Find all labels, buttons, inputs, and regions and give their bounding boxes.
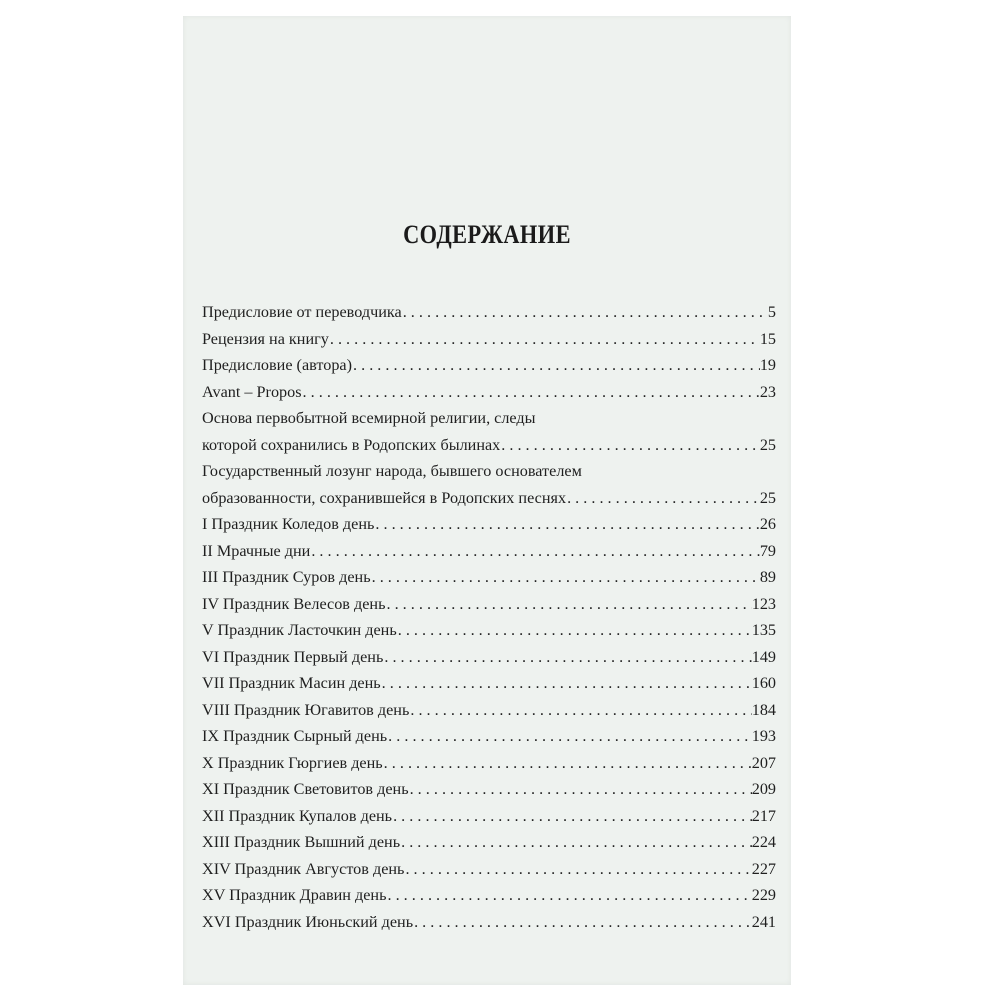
toc-entry-page: 123 — [751, 594, 776, 613]
toc-entry — [202, 379, 776, 406]
toc-entry-label: XV Праздник Дравин день — [202, 886, 387, 904]
toc-entry-page: 23 — [759, 382, 776, 401]
dot-leader — [330, 326, 760, 353]
dot-leader — [403, 299, 768, 326]
toc-entry — [202, 697, 776, 724]
toc-entry-page: 19 — [759, 356, 776, 374]
toc-entry — [202, 750, 776, 777]
toc-entry-label-line1: Основа первобытной всемирной религии, следы — [202, 409, 536, 427]
toc-entry — [202, 723, 776, 750]
toc-entry-page: 135 — [751, 621, 776, 639]
toc-entry — [202, 458, 776, 511]
dot-leader — [303, 379, 760, 406]
toc-entry — [202, 352, 776, 379]
dot-leader — [501, 432, 760, 459]
dot-leader — [386, 591, 751, 618]
toc-entry-page: 241 — [751, 912, 776, 931]
toc-entry-label: III Праздник Суров день — [202, 568, 371, 586]
dot-leader — [393, 803, 752, 830]
toc-entry-label: которой сохранились в Родопских былинах — [202, 435, 501, 454]
dot-leader — [405, 856, 751, 883]
dot-leader — [398, 617, 752, 644]
dot-leader — [384, 644, 751, 671]
dot-leader — [311, 538, 759, 565]
toc-entry-page: 224 — [751, 833, 776, 851]
toc-entry-label: Avant – Propos — [202, 382, 302, 401]
dot-leader — [410, 697, 751, 724]
toc-entry — [202, 617, 776, 644]
toc-entry-label: VII Праздник Масин день — [202, 674, 381, 692]
toc-entry — [202, 882, 776, 909]
toc-entry-label: I Праздник Коледов день — [202, 515, 375, 533]
toc-entry-label: Рецензия на книгу — [202, 329, 329, 348]
toc-entry-label: XVI Праздник Июньский день — [202, 912, 414, 931]
dot-leader — [384, 750, 752, 777]
toc-entry-page: 217 — [751, 806, 776, 825]
page-title: СОДЕРЖАНИЕ — [403, 220, 571, 249]
dot-leader — [375, 511, 759, 538]
toc-entry — [202, 299, 776, 326]
toc-entry — [202, 538, 776, 565]
dot-leader — [414, 909, 752, 936]
toc-entry-label: II Мрачные дни — [202, 541, 311, 560]
toc-entry-label: VIII Праздник Югавитов день — [202, 700, 410, 719]
toc-entry-label: V Праздник Ласточкин день — [202, 621, 397, 639]
toc-entry-label: X Праздник Гюргиев день — [202, 753, 383, 772]
dot-leader — [382, 670, 752, 697]
toc-entry — [202, 829, 776, 856]
toc-entry — [202, 776, 776, 803]
dot-leader — [372, 564, 760, 591]
toc-entry-page: 209 — [751, 780, 776, 798]
dot-leader — [388, 723, 752, 750]
dot-leader — [387, 882, 751, 909]
toc-entry-page: 149 — [751, 647, 776, 666]
toc-entry-page: 79 — [759, 541, 776, 560]
toc-entry-page: 5 — [767, 303, 776, 321]
toc-entry-page: 26 — [759, 515, 776, 533]
dot-leader — [410, 776, 752, 803]
dot-leader — [401, 829, 752, 856]
toc-entry-label: XI Праздник Световитов день — [202, 780, 409, 798]
toc-entry-page: 89 — [759, 568, 776, 586]
toc-entry — [202, 591, 776, 618]
toc-entry-page: 193 — [751, 727, 776, 745]
toc-entry-page: 15 — [759, 329, 776, 348]
toc-entry-label: Предисловие (автора) — [202, 356, 352, 374]
toc-entry-label: IX Праздник Сырный день — [202, 727, 388, 745]
toc-entry-label: XIII Праздник Вышний день — [202, 833, 401, 851]
toc-entry-page: 160 — [751, 674, 776, 692]
toc-entry-label: образованности, сохранившейся в Родопских песнях — [202, 488, 567, 507]
toc-entry-page: 227 — [751, 859, 776, 878]
dot-leader — [567, 485, 760, 512]
toc-entry-page: 207 — [751, 753, 776, 772]
toc-entry — [202, 564, 776, 591]
toc-entry-page: 184 — [751, 700, 776, 719]
toc-entry — [202, 326, 776, 353]
toc-entry — [202, 803, 776, 830]
toc-entry — [202, 856, 776, 883]
toc-entry — [202, 670, 776, 697]
book-page — [183, 16, 791, 985]
toc-entry-page: 25 — [759, 488, 776, 507]
toc-entry — [202, 405, 776, 458]
toc-entry — [202, 644, 776, 671]
dot-leader — [353, 352, 760, 379]
toc-entry-page: 25 — [759, 435, 776, 454]
toc-entry-label: XII Праздник Купалов день — [202, 806, 393, 825]
toc-entry-label: XIV Праздник Августов день — [202, 859, 405, 878]
table-of-contents — [202, 299, 776, 935]
toc-entry-label-line1: Государственный лозунг народа, бывшего основателем — [202, 462, 582, 480]
toc-entry-label: Предисловие от переводчика — [202, 303, 402, 321]
toc-entry — [202, 511, 776, 538]
toc-entry-page: 229 — [751, 886, 776, 904]
toc-entry-label: VI Праздник Первый день — [202, 647, 384, 666]
toc-entry — [202, 909, 776, 936]
toc-entry-label: IV Праздник Велесов день — [202, 594, 386, 613]
